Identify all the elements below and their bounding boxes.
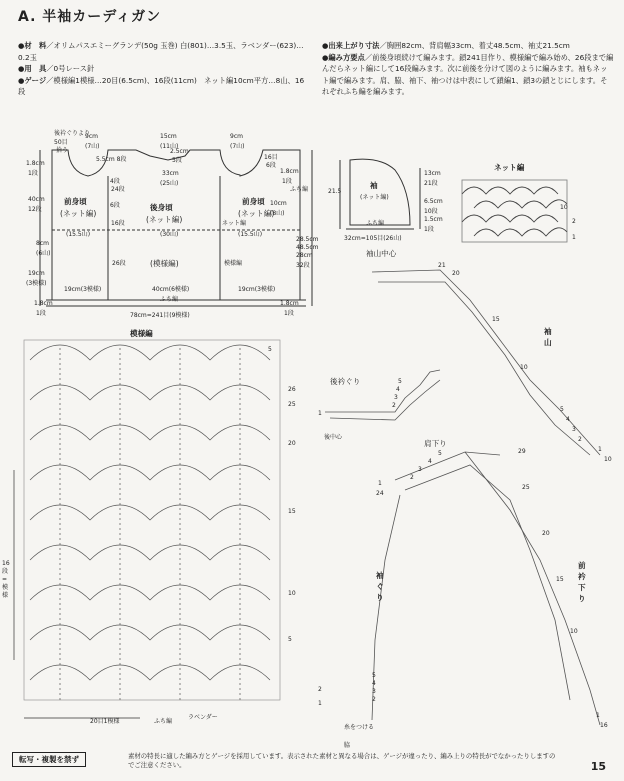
- label-2-5cm: 2.5cm: [170, 148, 189, 155]
- label-bottom-1-row-left: 1段: [36, 310, 46, 317]
- label-9cm-right: 9cm: [230, 133, 243, 140]
- label-12-rows: 12段: [28, 206, 42, 213]
- pattern-bottom-label: 20目1模様: [90, 718, 120, 725]
- sh-mark-4: 4: [428, 458, 432, 465]
- label-15-5-peaks-left: (15.5山): [66, 231, 91, 238]
- label-5-5cm-8-rows: 5.5cm 8段: [96, 156, 127, 163]
- label-bottom-19cm-left: 19cm(3模様): [64, 286, 102, 293]
- panel-back-net: (ネット編): [146, 215, 183, 224]
- footer-note: 素材の特長に適した編み方とゲージを採用しています。表示された素材と異なる場合は、ゲージが違ったり、編み上りの特長がでなかったりしますのでご注意ください。: [128, 752, 556, 769]
- sh-mark-3: 3: [418, 466, 422, 473]
- side-seam-label: 脇: [344, 742, 351, 749]
- cap-mark-15: 15: [492, 316, 500, 323]
- label-bottom-19cm-right: 19cm(3模様): [238, 286, 276, 293]
- sh-mark-5b: 5: [372, 672, 376, 679]
- label-side-1-8cm: 1.8cm: [280, 168, 299, 175]
- label-6-rows: 6段: [110, 202, 120, 209]
- label-side-19cm: 19cm: [28, 270, 45, 277]
- sh-mark-2: 2: [410, 474, 414, 481]
- neck-mark-4: 4: [396, 386, 400, 393]
- sleeve-1-row: 1段: [424, 226, 434, 233]
- pattern-chart-title: 模様編: [130, 329, 153, 338]
- spec-method: ●編み方要点／前後身頃続けて編みます。鎖241目作り、模様編で編み始め、26段まで編んだらネット編にして16段編みます。次に前後を分けて図のように編みます。袖もネット編で編みます。肩、脇、袖下、袖つけは中表にして鎖編1、鎖3の鎖とじにします。それぞれふち編を編みます。: [322, 52, 614, 96]
- sh-mark-10: 10: [570, 628, 578, 635]
- pattern-chart-drawing: [14, 340, 280, 718]
- label-25-peaks: (25山): [160, 180, 179, 187]
- label-net-stitch: ネット編: [222, 220, 247, 227]
- sleeve-title: 袖: [370, 181, 378, 190]
- sh-mark-5: 5: [438, 450, 442, 457]
- label-bottom-40cm: 40cm(6模様): [152, 286, 190, 293]
- sleeve-cap-title: 袖山中心: [366, 249, 397, 258]
- no-copy-notice: 転写・複製を禁ず: [12, 752, 86, 767]
- spec-materials: ●材 料／オリムパスエミーグランデ(50g 玉巻) 白(801)…3.5玉、ラベンダー(623)…0.2玉: [18, 41, 304, 62]
- page-title: A. 半袖カーディガン: [18, 9, 162, 25]
- cap-mark-2: 2: [578, 436, 582, 443]
- label-48-5cm: 48.5cm: [296, 244, 319, 251]
- label-8cm: 8cm: [36, 240, 49, 247]
- label-bottom-edging: ふち編: [160, 296, 179, 303]
- cap-mark-21: 21: [438, 262, 446, 269]
- cap-mark-10: 10: [520, 364, 528, 371]
- pattern-row-5: 5: [288, 636, 292, 643]
- net-row-2: 2: [572, 218, 576, 225]
- panel-left-front: 前身頃: [64, 197, 87, 206]
- attach-yarn-note: 糸をつける: [344, 724, 375, 731]
- sh-mark-15: 15: [556, 576, 564, 583]
- label-pick-up: 拾う: [56, 147, 69, 154]
- label-16-stitches: 16目: [264, 154, 278, 161]
- label-side-edging: ふち編: [290, 186, 309, 193]
- sleeve-cap-drawing: [372, 270, 600, 455]
- cap-mark-3: 3: [572, 426, 576, 433]
- label-32-rows: 32段: [296, 262, 310, 269]
- sh-mark-3b: 3: [372, 688, 376, 695]
- sleeve-21-rows: 21段: [424, 180, 438, 187]
- neck-mark-5: 5: [398, 378, 402, 385]
- pattern-row-1: 1: [318, 700, 322, 707]
- panel-back: 後身頃: [150, 203, 173, 212]
- label-bottom-1-8cm-left: 1.8cm: [34, 300, 53, 307]
- panel-left-front-net: (ネット編): [60, 209, 97, 218]
- label-8-peaks: (8山): [270, 210, 285, 217]
- pattern-color-label: ラベンダー: [188, 714, 218, 721]
- label-1-row-top: 1段: [28, 170, 38, 177]
- label-bottom-78cm: 78cm=241目(9模様): [130, 312, 190, 319]
- label-side-3-patterns: (3模様): [26, 280, 47, 287]
- panel-pattern: (模様編): [150, 259, 179, 268]
- sh-mark-1: 1: [378, 480, 382, 487]
- neck-mark-3: 3: [394, 394, 398, 401]
- net-row-1: 1: [572, 234, 576, 241]
- label-1-8cm-top: 1.8cm: [26, 160, 45, 167]
- sleeve-width: 32cm=105目(26山): [344, 235, 402, 242]
- net-row-10: 10: [560, 204, 568, 211]
- spec-gauge: ●ゲージ／模様編1模様…20目(6.5cm)、16段(11cm) ネット編10cm平方…8山、16段: [18, 75, 305, 96]
- label-6-peaks: (6山): [36, 250, 51, 257]
- armhole-label: 袖ぐり: [376, 571, 384, 602]
- spec-finished-size: ●出来上がり寸法／胸囲82cm、背肩幅33cm、着丈48.5cm、袖丈21.5cm: [322, 41, 570, 50]
- pattern-left-label: 16段=模様: [2, 560, 10, 599]
- cap-mark-20: 20: [452, 270, 460, 277]
- label-26-rows: 26段: [112, 260, 126, 267]
- label-9cm-left: 9cm: [85, 133, 98, 140]
- label-28-5cm: 28.5cm: [296, 236, 319, 243]
- pattern-row-20: 20: [288, 440, 296, 447]
- sh-mark-4b: 4: [372, 680, 376, 687]
- sleeve-cap-side: 袖山: [544, 327, 552, 347]
- shoulder-title: 肩下り: [424, 439, 447, 448]
- pattern-row-26: 26: [288, 386, 296, 393]
- label-24-rows: 24段: [111, 186, 125, 193]
- sleeve-10-rows: 10段: [424, 208, 438, 215]
- cap-mark-1: 1: [598, 446, 602, 453]
- pattern-row-10: 10: [288, 590, 296, 597]
- label-28cm: 28cm: [296, 252, 313, 259]
- label-30-peaks: (30山): [160, 231, 179, 238]
- label-pattern-stitch: 模様編: [224, 260, 243, 267]
- sleeve-21-5: 21.5: [328, 188, 342, 195]
- sh-mark-29: 29: [518, 448, 526, 455]
- neck-mark-2: 2: [392, 402, 396, 409]
- label-40cm-side: 40cm: [28, 196, 45, 203]
- net-chart-title: ネット編: [494, 163, 525, 172]
- label-5-rows: 5段: [172, 157, 182, 164]
- label-side-6-rows: 6段: [266, 162, 276, 169]
- page-number: 15: [590, 760, 606, 773]
- sh-mark-25: 25: [522, 484, 530, 491]
- sleeve-net: (ネット編): [360, 194, 389, 201]
- label-7-peaks-right: (7山): [230, 143, 245, 150]
- pattern-start-mark: 5: [268, 346, 272, 353]
- label-33cm: 33cm: [162, 170, 179, 177]
- spec-tools: ●用 具／0号レース針: [18, 64, 95, 73]
- pattern-edge-label: ふち編: [154, 718, 173, 725]
- label-11-peaks: (11山): [160, 143, 179, 150]
- sh-mark-2b: 2: [372, 696, 376, 703]
- sh-mark-1b: 1: [596, 712, 600, 719]
- pattern-row-2: 2: [318, 686, 322, 693]
- label-15-5-peaks-right: (15.5山): [238, 231, 263, 238]
- panel-right-front: 前身頃: [242, 197, 265, 206]
- label-side-bottom-1-8cm: 1.8cm: [280, 300, 299, 307]
- label-4-rows: 4段: [110, 178, 120, 185]
- sh-mark-20: 20: [542, 530, 550, 537]
- front-neck-label: 前衿下り: [578, 561, 586, 603]
- label-side-bottom-1-row: 1段: [284, 310, 294, 317]
- sleeve-1-5cm: 1.5cm: [424, 216, 443, 223]
- cap-mark-5: 5: [560, 406, 564, 413]
- label-7-peaks-left: (7山): [85, 143, 100, 150]
- cap-mark-4: 4: [566, 416, 570, 423]
- sh-mark-24: 24: [376, 490, 384, 497]
- label-15cm: 15cm: [160, 133, 177, 140]
- label-side-1-row: 1段: [282, 178, 292, 185]
- net-chart-mesh: [462, 180, 567, 242]
- panel-right-front-net: (ネット編): [238, 209, 275, 218]
- sleeve-6-5cm: 6.5cm: [424, 198, 443, 205]
- neck-mark-1: 1: [318, 410, 322, 417]
- pattern-row-15: 15: [288, 508, 296, 515]
- sleeve-edging: ふち編: [366, 220, 385, 227]
- back-neck-title: 後衿ぐり: [330, 377, 361, 386]
- sh-mark-16: 16: [600, 722, 608, 729]
- cap-mark-10-bottom: 10: [604, 456, 612, 463]
- back-neck-center: 後中心: [324, 434, 343, 441]
- label-16-rows: 16段: [111, 220, 125, 227]
- label-pickup-from-back-neck: 後衿ぐりより: [54, 130, 91, 137]
- label-10cm: 10cm: [270, 200, 287, 207]
- pattern-row-25: 25: [288, 401, 296, 408]
- label-50-stitches: 50目: [54, 139, 68, 146]
- shoulder-drawing: [372, 452, 600, 725]
- sleeve-13cm: 13cm: [424, 170, 441, 177]
